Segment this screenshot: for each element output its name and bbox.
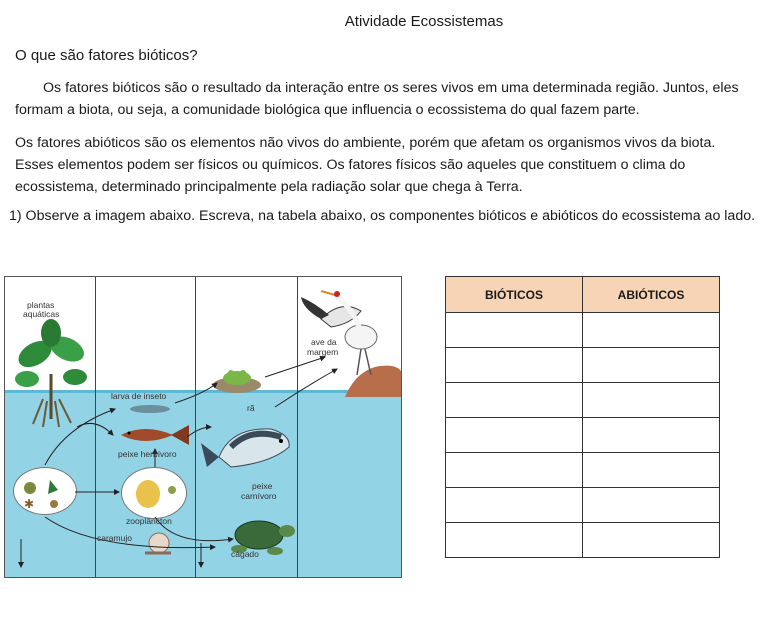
- header-abioticos: ABIÓTICOS: [583, 277, 720, 313]
- label-ave1: ave da: [311, 337, 337, 347]
- cell-abioticos[interactable]: [583, 418, 720, 453]
- label-peixe: peixe: [252, 481, 273, 491]
- question-heading: O que são fatores bióticos?: [15, 47, 198, 64]
- food-web-arrows: [5, 277, 401, 577]
- cell-bioticos[interactable]: [446, 348, 583, 383]
- paragraph-abioticos: Os fatores abióticos são os elementos não vivos do ambiente, porém que afetam os organismos vivos da biota. Esses elementos podem ser físicos ou químicos. Os fatores físicos são aqueles que constituem o clima do ecossistema, determinado principalmente pela radiação solar que chega à Terra.: [15, 135, 716, 195]
- label-caramujo: caramujo: [97, 533, 132, 543]
- cell-bioticos[interactable]: [446, 383, 583, 418]
- table-row: [446, 523, 720, 558]
- label-zooplancton: zooplâncton: [126, 516, 172, 526]
- cell-abioticos[interactable]: [583, 453, 720, 488]
- label-plantas: plantas: [27, 300, 55, 310]
- svg-text:✱: ✱: [24, 497, 35, 511]
- cell-abioticos[interactable]: [583, 348, 720, 383]
- cell-abioticos[interactable]: [583, 488, 720, 523]
- cell-abioticos[interactable]: [583, 523, 720, 558]
- cell-bioticos[interactable]: [446, 418, 583, 453]
- label-peixe-herbivoro: peixe herbívoro: [118, 449, 177, 459]
- answer-table: [445, 276, 720, 558]
- table-row: [446, 418, 720, 453]
- header-bioticos: BIÓTICOS: [446, 277, 583, 313]
- paragraph-bioticos: Os fatores bióticos são o resultado da interação entre os seres vivos em uma determinada região. Juntos, eles formam a biota, ou seja, a comunidade biológica que influencia o ecossistema do qual fazem parte.: [15, 80, 739, 118]
- table-row: [446, 488, 720, 523]
- page-title: Atividade Ecossistemas: [344, 13, 504, 30]
- label-aquaticas: aquáticas: [23, 309, 60, 319]
- table-row: [446, 453, 720, 488]
- cell-bioticos[interactable]: [446, 488, 583, 523]
- label-ave2: margem: [307, 347, 339, 357]
- cell-bioticos[interactable]: [446, 313, 583, 348]
- label-carnivoro: carnívoro: [241, 491, 277, 501]
- label-larva: larva de inseto: [111, 391, 167, 401]
- cell-bioticos[interactable]: [446, 523, 583, 558]
- cell-abioticos[interactable]: [583, 313, 720, 348]
- exercise-instruction: 1) Observe a imagem abaixo. Escreva, na tabela abaixo, os componentes bióticos e abióticos do ecossistema ao lado.: [9, 208, 756, 224]
- label-ra: rã: [247, 403, 255, 413]
- table-row: [446, 313, 720, 348]
- table-row: [446, 348, 720, 383]
- cell-abioticos[interactable]: [583, 383, 720, 418]
- label-cagado: cágado: [231, 549, 259, 559]
- ecosystem-diagram: [4, 276, 402, 578]
- table-row: [446, 383, 720, 418]
- cell-bioticos[interactable]: [446, 453, 583, 488]
